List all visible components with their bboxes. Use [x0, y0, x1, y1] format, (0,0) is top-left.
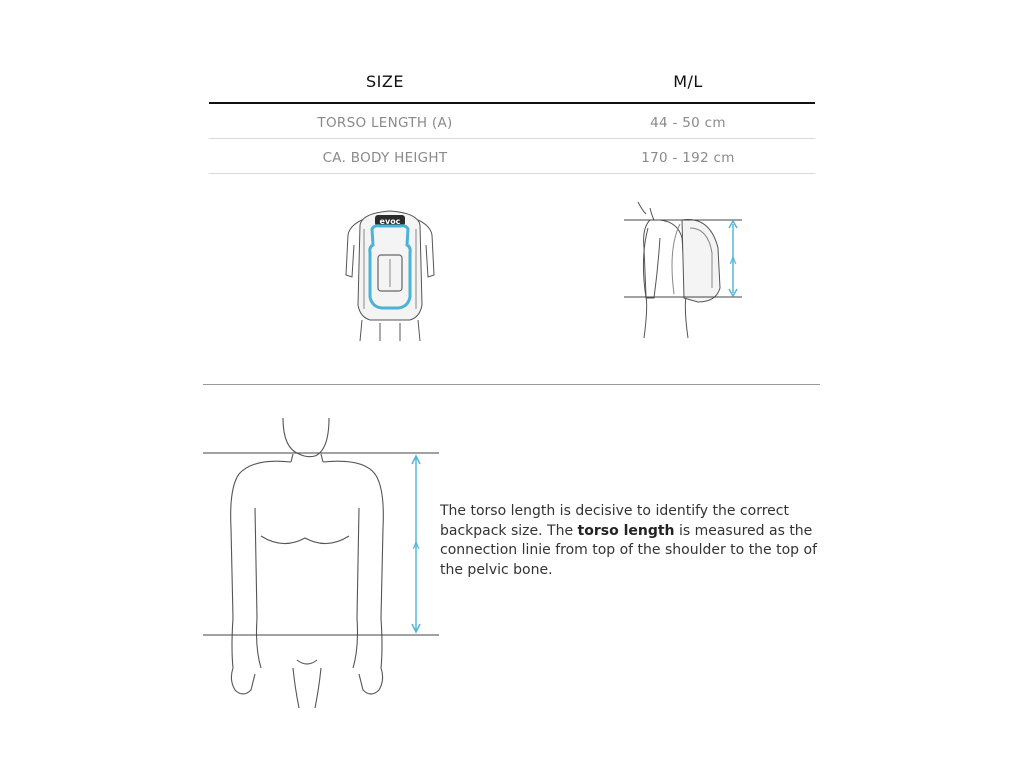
description-bold-term: torso length [577, 522, 675, 539]
body-height-value: 170 - 192 cm [641, 149, 735, 166]
backpack-rear-view-illustration [340, 205, 440, 345]
backpack-side-view-illustration [620, 198, 750, 343]
size-header-value: M/L [673, 71, 703, 91]
torso-measurement-illustration [203, 418, 443, 710]
front-marker-label: A [412, 541, 420, 552]
table-row-torso-length [209, 104, 815, 139]
size-header-label: SIZE [366, 71, 404, 91]
body-height-label: CA. BODY HEIGHT [322, 149, 448, 166]
section-divider [203, 384, 820, 385]
description-text-2: is measured as the connection linie from top of the shoulder to the top of the pelvic bone. [440, 522, 818, 578]
torso-length-label: TORSO LENGTH (A) [317, 114, 453, 131]
description-text-1: The torso length is decisive to identify the correct backpack size. The [440, 503, 789, 539]
torso-length-description [440, 502, 830, 580]
size-table-header [209, 60, 815, 104]
table-row-body-height [209, 139, 815, 174]
backpack-logo-text: evoc [379, 217, 401, 226]
size-table [209, 60, 815, 174]
torso-length-value: 44 - 50 cm [650, 114, 726, 131]
side-marker-label: A [729, 256, 737, 267]
